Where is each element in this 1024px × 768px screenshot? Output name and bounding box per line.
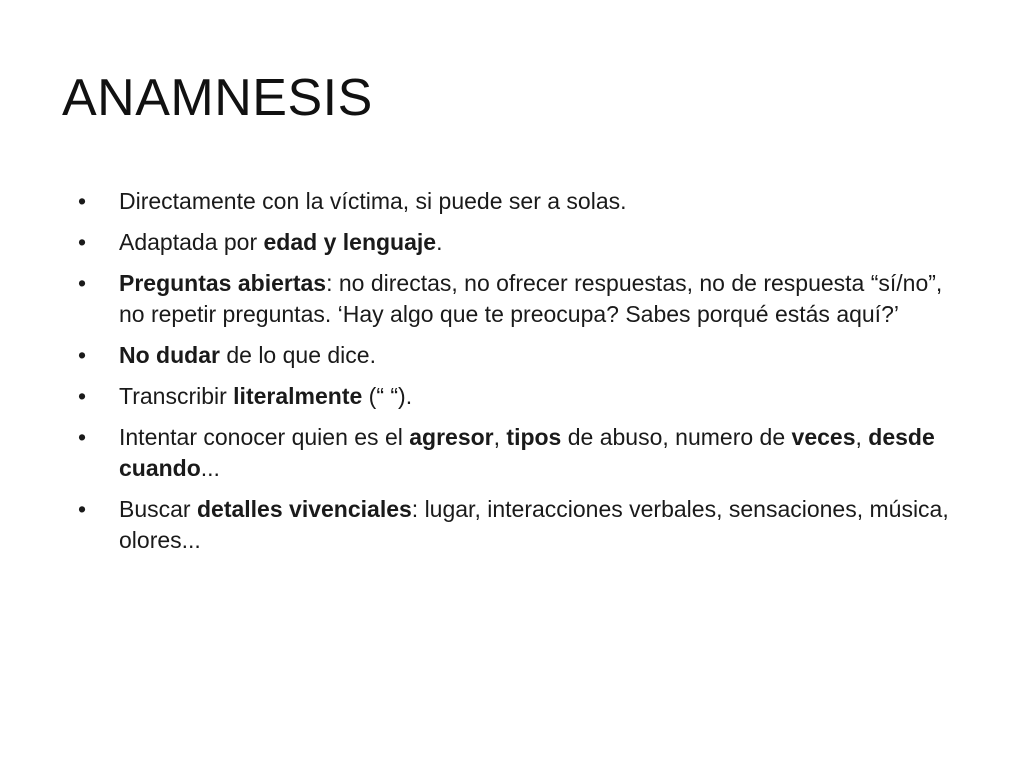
slide-title: ANAMNESIS xyxy=(62,69,373,127)
bullet-text: ... xyxy=(200,455,220,481)
bullet-text: (“ “). xyxy=(362,383,413,409)
bullet-text: Intentar conocer quien es el xyxy=(119,424,410,450)
bullet-marker: • xyxy=(78,424,87,450)
bullet-text: Transcribir xyxy=(119,383,234,409)
bullet-text: : lugar, interacciones verbales, sensaciones, música, olores... xyxy=(119,496,949,553)
bullet-item xyxy=(78,186,958,217)
bullet-item xyxy=(78,227,958,258)
bullet-emphasis-text: detalles vivenciales xyxy=(196,496,412,522)
bullet-list xyxy=(78,186,958,566)
bullet-item xyxy=(78,268,958,330)
bullet-emphasis-text: veces xyxy=(791,424,856,450)
bullet-marker: • xyxy=(78,270,87,296)
bullet-text: Directamente con la víctima, si puede ser a solas. xyxy=(119,188,627,214)
bullet-emphasis-text: tipos xyxy=(506,424,562,450)
bullet-text: de lo que dice. xyxy=(219,342,376,368)
bullet-item xyxy=(78,422,958,484)
bullet-emphasis-text: agresor xyxy=(409,424,494,450)
bullet-item xyxy=(78,494,958,556)
bullet-marker: • xyxy=(78,383,87,409)
bullet-text: . xyxy=(436,229,443,255)
bullet-text: de abuso, numero de xyxy=(561,424,792,450)
bullet-emphasis-text: Preguntas abiertas xyxy=(119,270,327,296)
bullet-emphasis-text: literalmente xyxy=(233,383,363,409)
bullet-marker: • xyxy=(78,342,87,368)
bullet-text: : no directas, no ofrecer respuestas, no de respuesta “sí/no”, no repetir preguntas. ‘Hay algo que te preocupa? Sabes porqué estás aquí?’ xyxy=(119,270,943,327)
bullet-marker: • xyxy=(78,229,87,255)
bullet-emphasis-text: desde cuando xyxy=(119,424,935,481)
bullet-text: , xyxy=(493,424,507,450)
bullet-text: , xyxy=(855,424,869,450)
bullet-marker: • xyxy=(78,496,87,522)
bullet-item xyxy=(78,381,958,412)
bullet-text: Buscar xyxy=(119,496,197,522)
bullet-emphasis-text: No dudar xyxy=(119,342,220,368)
bullet-text: Adaptada por xyxy=(119,229,264,255)
bullet-item xyxy=(78,340,958,371)
bullet-marker: • xyxy=(78,188,87,214)
bullet-emphasis-text: edad y lenguaje xyxy=(263,229,437,255)
